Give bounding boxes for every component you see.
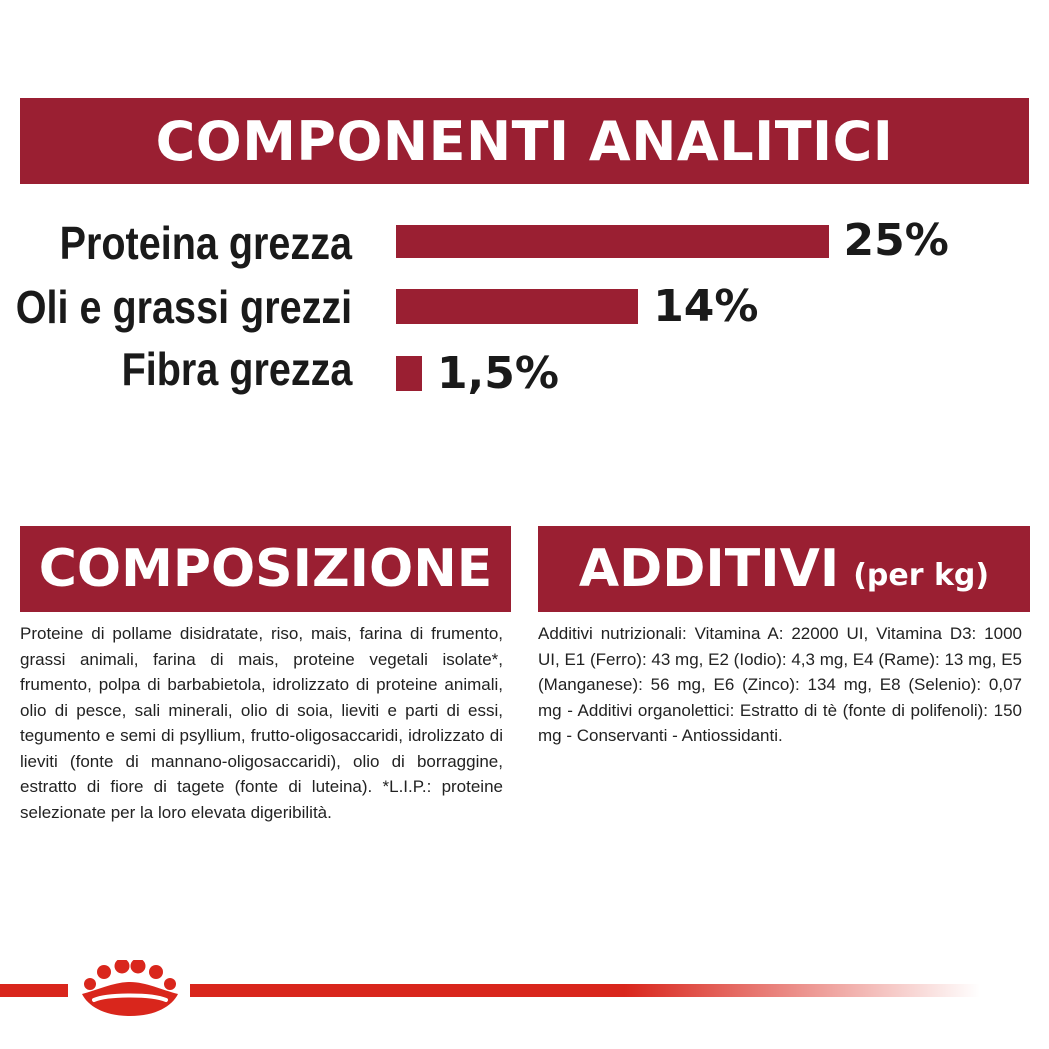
footer-rule-left [0, 984, 68, 997]
nutrient-bars [0, 0, 1049, 420]
composition-title: COMPOSIZIONE [38, 539, 493, 599]
nutrient-label-protein: Proteina grezza [59, 217, 352, 269]
nutrient-value-fat: 14% [653, 281, 759, 332]
additives-subtitle: (per kg) [853, 557, 990, 593]
footer-rule-right [190, 984, 980, 997]
footer [0, 960, 1049, 1020]
nutrient-label-fiber: Fibra grezza [121, 343, 352, 395]
additives-banner [538, 526, 1030, 612]
nutrient-bar-fiber [396, 356, 422, 391]
composition-text: Proteine di pollame disidratate, riso, mais, farina di frumento, grassi animali, farina di mais, proteine vegetali isolate*, frumento, polpa di barbabietola, idrolizzato di proteine animali, olio di pesce, sali minerali, olio di soia, lieviti e parti di essi, tegumento e semi di psyllium, frutto-oligosaccaridi, idrolizzato di lieviti (fonte di mannano-oligosaccaridi), olio di borraggine, estratto di fiore di tagete (fonte di luteina). *L.I.P.: proteine selezionate per la loro elevata digeribilità. [20, 624, 503, 822]
composition-banner [20, 526, 511, 612]
additives-title: ADDITIVI [578, 539, 840, 599]
additives-text: Additivi nutrizionali: Vitamina A: 22000 UI, Vitamina D3: 1000 UI, E1 (Ferro): 43 mg, E2 (Iodio): 4,3 mg, E4 (Rame): 13 mg, E5 (Manganese): 56 mg, E6 (Zinco): 134 mg, E8 (Selenio): 0,07 mg - Additivi organolettici: Estratto di tè (fonte di polifenoli): 150 mg - Conservanti - Antiossidanti. [538, 624, 1022, 745]
analytical-components-title: COMPONENTI ANALITICI [155, 109, 894, 173]
nutrient-value-fiber: 1,5% [436, 348, 559, 399]
nutrient-bar-protein [396, 225, 829, 258]
crown-logo-icon [72, 960, 188, 1020]
nutrient-bar-fat [396, 289, 638, 324]
nutrient-value-protein: 25% [843, 215, 949, 266]
nutrient-label-fat: Oli e grassi grezzi [15, 281, 352, 333]
